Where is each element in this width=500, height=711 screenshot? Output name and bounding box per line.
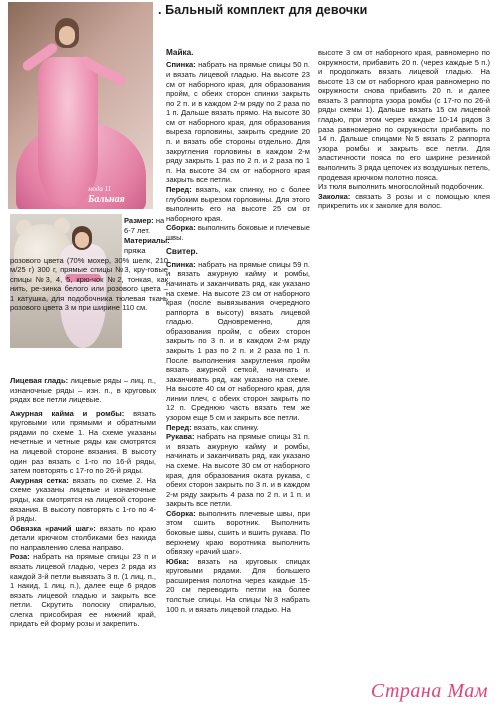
materials-value: пряжа розового цвета (70% мохер, 30% шелк, 210 м/25 г) 300 г, прямые спицы №3, кру-говые спицы №3, 4, 5, крю-чок №2, тонкая, как нить, ре-зинка белого или розового цвета – 1 катушка, для подобочника тюлевая ткань розового цвета 3 м при ширине 110 см. [10, 246, 168, 313]
s-front-label: Перед: [166, 422, 192, 432]
s-front-value: вязать, как спинку. [193, 422, 259, 432]
skirt-label: Юбка: [166, 556, 189, 566]
size-label: Размер: [124, 216, 154, 225]
lace-label: Ажурная кайма и ромбы: [10, 408, 125, 418]
watermark-text: Страна Мам [370, 680, 488, 702]
s-assembly-label: Сборка: [166, 508, 196, 518]
rose-label: Роза: [10, 552, 30, 562]
skirt-continued: высоте 3 см от наборного края, равномерно по окружности, прибавить 20 п. (через каждые 5 п.) и продолжать вязать лицевой гладью. На высоте 13 см от наборного края равномерно по окружности снова прибавить 20 п. и далее вязать 3 раппорта узора ромбы (с 17-го по 26-й ряды схемы 1). Дальше вязать 15 см лицевой гладью, при этом через каждые 10-14 рядов 3 раза равномерно по окружности прибавить по 14 п. Дальше спицами №5 вязать 2 раппорта узора ромбы и закрыть все петли. Для эластичности пояса по его ширине резинкой выполнить 3 ряда цепочек из воздушных петель, продевая крючком полотно пояса. [318, 48, 490, 182]
materials-block [10, 236, 168, 246]
left-col-body [10, 376, 156, 629]
back-label: Спинка: [166, 60, 196, 70]
mesh-value: вязать по схеме 2. На схеме указаны лицевые и изнаночные ряды, как смотрятся на лицевой стороне вязания. В высоту повторять с 1-го по 4-й ряды. [10, 475, 156, 524]
finish-value: связать 3 розы и с помощью клея прикрепить их к заколке для волос. [318, 191, 490, 211]
back-value: набрать на прямые спицы 50 п. и вязать лицевой гладью. На высоте 23 см от наборного края, для образования пройм, с обеих сторон спинки закрыть по 2 п. и в каждом 2-м ряду по 2 раза по 1 п. Дальше вязать прямо. На высоте 30 см от наборного края, для образования выреза горловины, закрыть средние 20 п. и вязать обе стороны отдельно. Для закругления горловины в каждом 2-м ряду закрыть 1 раз по 2 п. и 2 раза по 1 п. На высоте 34 см от наборного края закрыть все петли. [166, 60, 310, 185]
lace-value: вязать круговыми или прямыми и обратными рядами по схеме 1. На схеме указаны нечетные и четные ряды как смотрятся на лицевой стороне вязания. В высоту один раз вязать с 1-го по 16-й ряды, затем повторять с 17-го по 26-й ряды. [10, 408, 156, 476]
skirt-value: вязать на круговых спицах круговыми рядами. Для большего расширения полотна через каждые 15-20 см переводить петли на более толстые спицы. На спицы №3 набрать 100 п. и вязать лицевой гладью. На [166, 556, 310, 614]
underskirt-text: Из тюля выполнить многослойный подобочник. [318, 182, 485, 192]
photo-caption-line2: Бальная [88, 193, 125, 205]
assembly-value: выполнить боковые и плечевые швы. [166, 223, 311, 242]
mesh-label: Ажурная сетка: [10, 475, 69, 485]
s-back-label: Спинка: [166, 259, 196, 269]
page-title: . Бальный комплект для девочки [158, 3, 368, 17]
front-value: вязать, как спинку, но с более глубоким вырезом горловины. Для этого выполнить его на высоте 25 см от наборного края. [166, 184, 310, 223]
face-value: лицевые ряды – лиц. п., изнаночные ряды – изн. п., в круговых рядах все петли лицевые. [10, 376, 156, 405]
site-watermark [371, 680, 488, 703]
mayka-heading: Майка. [166, 48, 194, 57]
finish-label: Заколка: [318, 191, 351, 201]
photo-caption-line1: мода 11 [88, 185, 112, 193]
sleeve-value: набрать на прямые спицы 31 п. и вязать ажурную кайму и ромбы, начинать и заканчивать ряд, как указано на схеме. На высоте 30 см от наборного края, для образования оката рукава, с обеих сторон закрыть по 3 п. и в каждом 2-м ряду закрыть 4 раза по 2 п. и 1 п. и закрыть все петли. [166, 432, 310, 509]
binding-label: Обвязка «рачий шаг»: [10, 523, 96, 533]
right-column [318, 48, 490, 211]
materials-label: Материалы: [124, 236, 170, 245]
middle-column [166, 45, 310, 614]
left-top-text [124, 216, 168, 235]
ball-gown-photo [8, 2, 153, 209]
front-label: Перед: [166, 184, 192, 194]
binding-value: вязать по краю детали крючком столбиками без накида по направлению слева направо. [10, 523, 156, 552]
photo-caption [88, 186, 125, 205]
materials-text [10, 246, 168, 313]
size-value: на 6-7 лет. [124, 216, 165, 235]
face-label: Лицевая гладь: [10, 376, 69, 385]
s-back-value: набрать на прямые спицы 59 п. и вязать ажурную кайму и ромбы, начинать и заканчивать ряд, как указано на схеме. На высоте 23 см от наборного края (после вывязывания очередного раппорта в высоту) вязать лицевой гладью. Одновременно, для образования пройм, с обеих сторон закрыть по 3 п. и в каждом 2-м ряду закрыть 1 раз по 2 п. и 2 раза по 1 п. После выполнения закругления пройм вязать ажурной сеткой, начинать и заканчивать ряд, как указано на схеме. На высоте 40 см от наборного края, для линии плеч, с обеих сторон закрыть по 12 п. Среднюю часть вязать тем же узором еще 5 см и закрыть все петли. [166, 259, 310, 423]
rose-value: набрать на прямые спицы 23 п и вязать лицевой гладью, через 2 ряда из каждой 3-й петли вывязать 3 п. (1 лиц. п., 1 накид, 1 лиц. п.), далее еще 6 рядов вязать лицевой гладью и закрыть все петли. Скрутить полоску спиралью, слегка присобирая ее нижний край, придать ей форму розы и закрепить. [10, 552, 156, 629]
assembly-label: Сборка: [166, 223, 196, 233]
sleeve-label: Рукава: [166, 432, 195, 442]
sviter-heading: Свитер. [166, 247, 198, 257]
photo-face [59, 26, 75, 45]
s-assembly-value: выполнить плечевые швы, при этом сшить воротник. Выполнить боковые швы, сшить и вшить рукава. По верхнему краю воротника выполнить обвязку «рачий шаг». [166, 508, 310, 557]
